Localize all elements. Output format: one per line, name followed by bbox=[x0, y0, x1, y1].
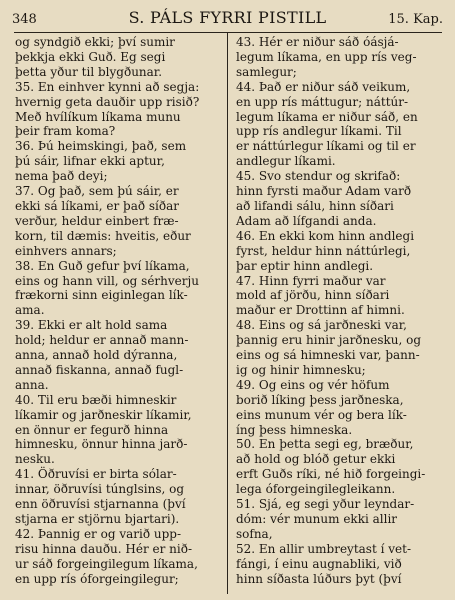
text-line: 39. Ekki er alt hold sama bbox=[15, 318, 168, 333]
text-line: þekkja ekki Guð. Eg segi bbox=[15, 49, 166, 64]
text-line: að hold og blóð getur ekki bbox=[236, 452, 396, 467]
page-header bbox=[0, 8, 455, 30]
running-title: S. PÁLS FYRRI PISTILL bbox=[128, 8, 327, 27]
text-line: maður er Drottinn af himni. bbox=[236, 303, 405, 318]
text-line: 43. Hér er niður sáð óásjá- bbox=[236, 35, 399, 49]
text-line: enn öðruvísi stjarnanna (því bbox=[15, 497, 186, 512]
text-line: legum líkama er niður sáð, en bbox=[236, 109, 418, 124]
text-line: þannig eru hinir jarðnesku, og bbox=[236, 333, 422, 348]
text-line: ama. bbox=[15, 303, 45, 318]
text-line: þar eptir hinn andlegi. bbox=[236, 258, 374, 273]
text-line: nema það deyi; bbox=[15, 169, 108, 184]
text-line: Með hvílíkum líkama munu bbox=[15, 109, 181, 124]
text-line: anna. bbox=[15, 377, 49, 392]
text-line: innar, öðruvísi túnglsins, og bbox=[15, 482, 185, 497]
page-number: 348 bbox=[12, 12, 37, 27]
text-line: upp rís andlegur líkami. Til bbox=[236, 124, 402, 139]
text-line: 48. Eins og sá jarðneski var, bbox=[236, 318, 407, 333]
right-column bbox=[236, 35, 425, 587]
text-line: risu hinna dauðu. Hér er nið- bbox=[15, 541, 193, 556]
text-line: 41. Öðruvísi er birta sólar- bbox=[15, 467, 177, 482]
header-rule bbox=[14, 32, 442, 33]
text-line: 46. En ekki kom hinn andlegi bbox=[236, 228, 415, 243]
text-line: sofna, bbox=[236, 526, 273, 541]
text-line: 47. Hinn fyrri maður var bbox=[236, 273, 386, 288]
text-line: 45. Svo stendur og skrifað: bbox=[236, 169, 401, 184]
text-line: 50. En þetta segi eg, bræður, bbox=[236, 437, 414, 452]
text-line: fyrst, heldur hinn náttúrlegi, bbox=[236, 243, 411, 258]
text-line: líkamir og jarðneskir líkamir, bbox=[15, 407, 192, 422]
text-line: 44. Það er niður sáð veikum, bbox=[236, 79, 411, 94]
text-line: hvernig geta dauðir upp risið? bbox=[15, 94, 200, 109]
text-line: annað fiskanna, annað fugl- bbox=[15, 362, 184, 377]
text-line: að lifandi sálu, hinn síðari bbox=[236, 198, 394, 213]
text-line: 42. Þannig er og varið upp- bbox=[15, 526, 182, 541]
text-line: lega óforgeingilegleikann. bbox=[236, 482, 396, 497]
text-line: einhvers annars; bbox=[15, 243, 117, 258]
text-line: en upp rís máttugur; náttúr- bbox=[236, 94, 409, 109]
text-line: 37. Og það, sem þú sáir, er bbox=[15, 184, 179, 199]
text-line: himnesku, önnur hinna jarð- bbox=[15, 437, 188, 452]
text-line: ur sáð forgeingilegum líkama, bbox=[15, 556, 198, 571]
text-line: eins og hann vill, og sérhverju bbox=[15, 273, 199, 288]
text-line: eins munum vér og bera lík- bbox=[236, 407, 407, 422]
text-line: þetta yður til blygðunar. bbox=[15, 64, 163, 79]
text-line: legum líkama, en upp rís veg- bbox=[236, 49, 417, 64]
text-line: en önnur er fegurð hinna bbox=[15, 422, 169, 437]
text-line: mold af jörðu, hinn síðari bbox=[236, 288, 390, 303]
left-column bbox=[15, 35, 199, 587]
text-line: korn, til dæmis: hveitis, eður bbox=[15, 228, 191, 243]
text-line: andlegur líkami. bbox=[236, 154, 336, 169]
text-line: og syndgið ekki; því sumir bbox=[15, 35, 175, 49]
text-line: erft Guðs ríki, né hið forgeingi- bbox=[236, 467, 426, 482]
text-line: en upp rís óforgeingilegur; bbox=[15, 571, 179, 586]
text-line: þú sáir, lifnar ekki aptur, bbox=[15, 154, 165, 169]
text-line: hinn fyrsti maður Adam varð bbox=[236, 184, 412, 199]
text-line: ekki sá líkami, er það síðar bbox=[15, 198, 180, 213]
text-line: verður, heldur einbert fræ- bbox=[15, 213, 179, 228]
text-line: frækorni sinn eiginlegan lík- bbox=[15, 288, 188, 303]
chapter-label: 15. Kap. bbox=[388, 12, 443, 27]
text-line: þeir fram koma? bbox=[15, 124, 116, 139]
text-line: íng þess himneska. bbox=[236, 422, 353, 437]
text-line: anna, annað hold dýranna, bbox=[15, 348, 178, 363]
text-line: Adam að lífgandi anda. bbox=[236, 213, 377, 228]
text-line: 40. Til eru bæði himneskir bbox=[15, 392, 177, 407]
text-line: hinn síðasta lúðurs þyt (því bbox=[236, 571, 402, 586]
text-line: dóm: vér munum ekki allir bbox=[236, 512, 398, 526]
text-line: stjarna er stjörnu bjartari). bbox=[15, 512, 180, 526]
column-divider bbox=[227, 32, 228, 594]
text-line: fángi, í einu augnabliki, við bbox=[236, 556, 402, 571]
text-line: 35. En einhver kynni að segja: bbox=[15, 79, 200, 94]
text-line: 51. Sjá, eg segi yður leyndar- bbox=[236, 497, 415, 512]
text-line: ig og hinir himnesku; bbox=[236, 362, 366, 377]
text-line: er náttúrlegur líkami og til er bbox=[236, 139, 416, 154]
text-line: hold; heldur er annað mann- bbox=[15, 333, 189, 348]
text-line: samlegur; bbox=[236, 64, 297, 79]
text-line: 36. Þú heimskingi, það, sem bbox=[15, 139, 187, 154]
text-line: 38. En Guð gefur því líkama, bbox=[15, 258, 190, 273]
text-line: 52. En allir umbreytast í vet- bbox=[236, 541, 412, 556]
text-line: eins og sá himneski var, þann- bbox=[236, 348, 420, 363]
text-line: nesku. bbox=[15, 452, 55, 467]
text-line: 49. Og eins og vér höfum bbox=[236, 377, 390, 392]
text-line: borið líking þess jarðneska, bbox=[236, 392, 404, 407]
